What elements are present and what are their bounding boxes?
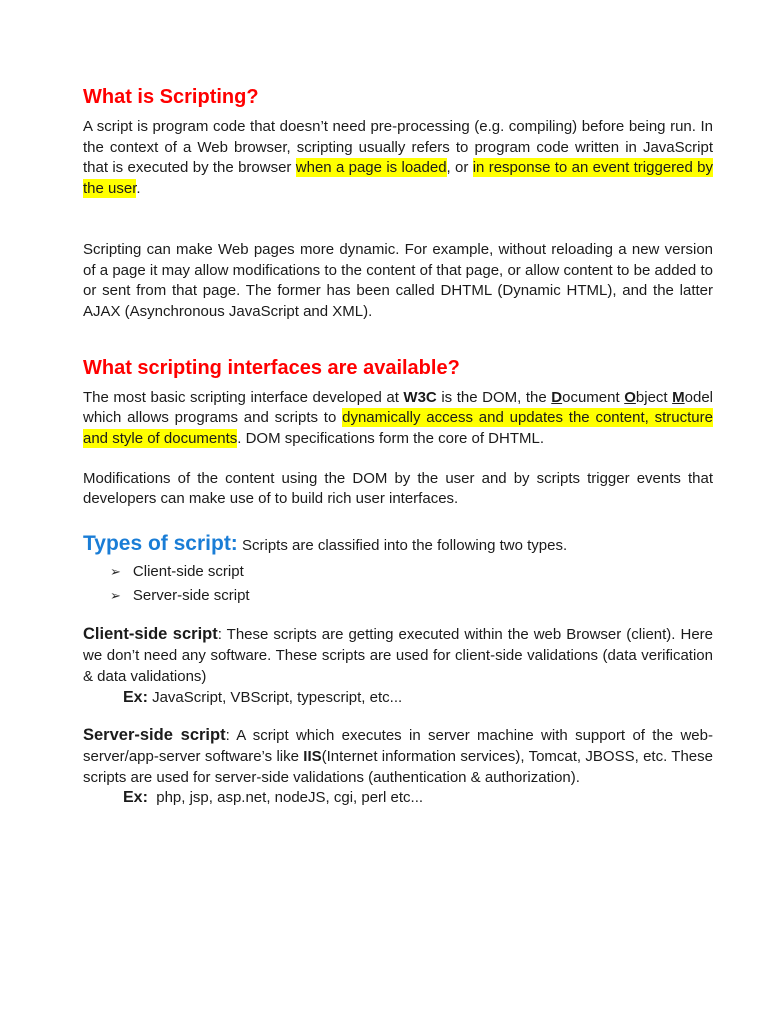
ex-label: Ex: — [123, 789, 148, 807]
types-of-script-line — [83, 531, 713, 557]
highlighted-text: when a page is loaded — [295, 159, 447, 177]
list-item-label: Server-side script — [132, 587, 250, 605]
text-segment: : These scripts are getting executed within the web Browser (client). Here we don’t need any software. These scripts are used for client-side validations (data verification & data validations) — [83, 626, 713, 685]
text-segment: JavaScript, VBScript, typescript, etc... — [147, 688, 403, 706]
text-segment: , or — [446, 159, 473, 177]
heading-scripting-interfaces: What scripting interfaces are available? — [83, 356, 460, 379]
server-side-example-line — [83, 788, 713, 809]
paragraph-modifications: Modifications of the content using the DOM by the user and by scripts trigger events that developers can make use of to build rich user interfaces. — [83, 469, 713, 508]
text-segment: bject — [635, 388, 673, 406]
text-segment: : A script which executes in server machine with support of the web-server/app-server software’s like — [83, 727, 713, 765]
text-segment: D — [551, 388, 563, 406]
ex-label: Ex: — [123, 688, 148, 706]
paragraph-dynamic-pages: Scripting can make Web pages more dynamic. For example, without reloading a new version of a page it may allow modifications to the content of that page, or allow content to be added to or sent from that page. The former has been called DHTML (Dynamic HTML), and the latter AJAX (Asynchronous JavaScript and XML). — [83, 240, 713, 320]
arrow-bullet-icon: ➢ — [110, 588, 121, 604]
text-segment: O — [624, 388, 636, 406]
text-segment: (Internet information services), Tomcat, JBOSS, etc. These scripts are used for server-side validations (authentication & authorization). — [83, 747, 713, 786]
text-segment: ocument — [562, 388, 625, 406]
paragraph-script-definition — [83, 117, 713, 200]
text-segment: A script is program code that doesn’t need pre-processing (e.g. compiling) before being run. In the context of a Web browser, scripting usually refers to program code written in JavaScript that is executed by the browser — [83, 118, 713, 177]
client-side-example-line — [83, 688, 713, 709]
paragraph-client-side-script — [83, 624, 713, 687]
text-segment: M — [672, 388, 685, 406]
paragraph-dom-description — [83, 388, 713, 450]
text-segment: . DOM specifications form the core of DHTML. — [237, 430, 545, 448]
highlighted-text: in response to an event triggered by the user — [83, 159, 714, 198]
text-segment: . — [136, 180, 141, 198]
list-item-server-side-script — [110, 584, 713, 608]
server-side-lead: Server-side script — [83, 726, 226, 745]
script-types-list — [83, 560, 713, 608]
text-segment: Scripts are classified into the following two types. — [237, 537, 568, 555]
types-of-script-heading: Types of script: — [83, 532, 238, 556]
text-segment: php, jsp, asp.net, nodeJS, cgi, perl etc... — [147, 789, 424, 807]
text-segment: The most basic scripting interface developed at — [83, 388, 404, 406]
text-segment: W3C — [403, 388, 437, 406]
heading-what-is-scripting: What is Scripting? — [83, 86, 259, 108]
text-segment: IIS — [303, 747, 322, 765]
client-side-lead: Client-side script — [83, 625, 218, 644]
paragraph-server-side-script — [83, 725, 713, 788]
text-segment: is the DOM, the — [436, 388, 552, 406]
list-item-label: Client-side script — [132, 563, 244, 581]
list-item-client-side-script — [110, 560, 713, 584]
arrow-bullet-icon: ➢ — [110, 564, 121, 580]
highlighted-text: dynamically access and updates the content, structure and style of documents — [83, 409, 713, 448]
text-segment: odel which allows programs and scripts to — [83, 388, 713, 427]
